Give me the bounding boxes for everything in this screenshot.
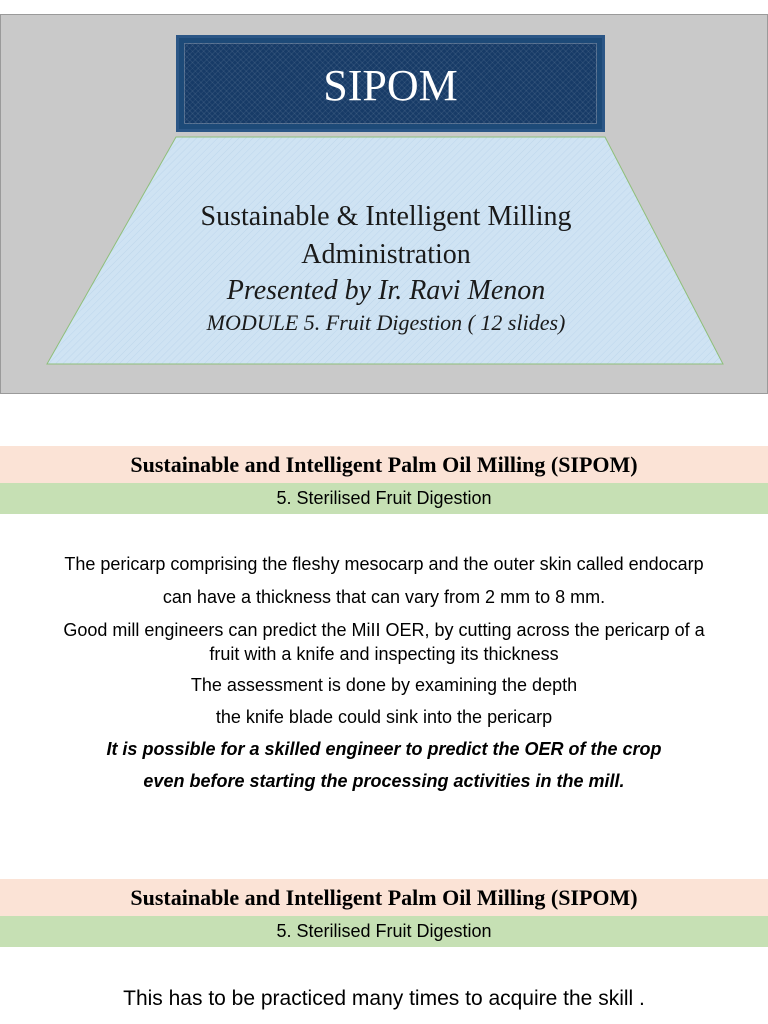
slide2-line-6: the knife blade could sink into the pericarp: [215, 707, 553, 727]
slide2-line-4: fruit with a knife and inspecting its thickness: [209, 644, 559, 664]
slide2-subheader: 5. Sterilised Fruit Digestion: [0, 483, 768, 514]
title-box: [176, 35, 605, 132]
slide2-line-2: can have a thickness that can vary from 2 mm to 8 mm.: [162, 587, 606, 607]
slide2-line-3: Good mill engineers can predict the MiII OER, by cutting across the pericarp of a: [63, 620, 705, 640]
module-line: MODULE 5. Fruit Digestion ( 12 slides): [206, 310, 566, 335]
slide2-line-1: The pericarp comprising the fleshy mesocarp and the outer skin called endocarp: [64, 554, 704, 574]
slide3-header: Sustainable and Intelligent Palm Oil Milling (SIPOM): [0, 879, 768, 916]
slide-title: SIPOM: [323, 61, 458, 110]
slide2-line-7: It is possible for a skilled engineer to predict the OER of the crop: [106, 739, 662, 759]
slide2-line-8: even before starting the processing activities in the mill.: [143, 771, 625, 791]
title-slide: [0, 14, 768, 394]
slide2-header: Sustainable and Intelligent Palm Oil Milling (SIPOM): [0, 446, 768, 483]
slide2-line-5: The assessment is done by examining the depth: [190, 675, 578, 695]
slide3-line-1: This has to be practiced many times to acquire the skill .: [123, 987, 645, 1010]
presenter-line: Presented by Ir. Ravi Menon: [226, 275, 546, 306]
slide3-subheader: 5. Sterilised Fruit Digestion: [0, 916, 768, 947]
subtitle-line-1: Sustainable & Intelligent Milling: [200, 201, 572, 232]
subtitle-line-2: Administration: [301, 239, 471, 270]
